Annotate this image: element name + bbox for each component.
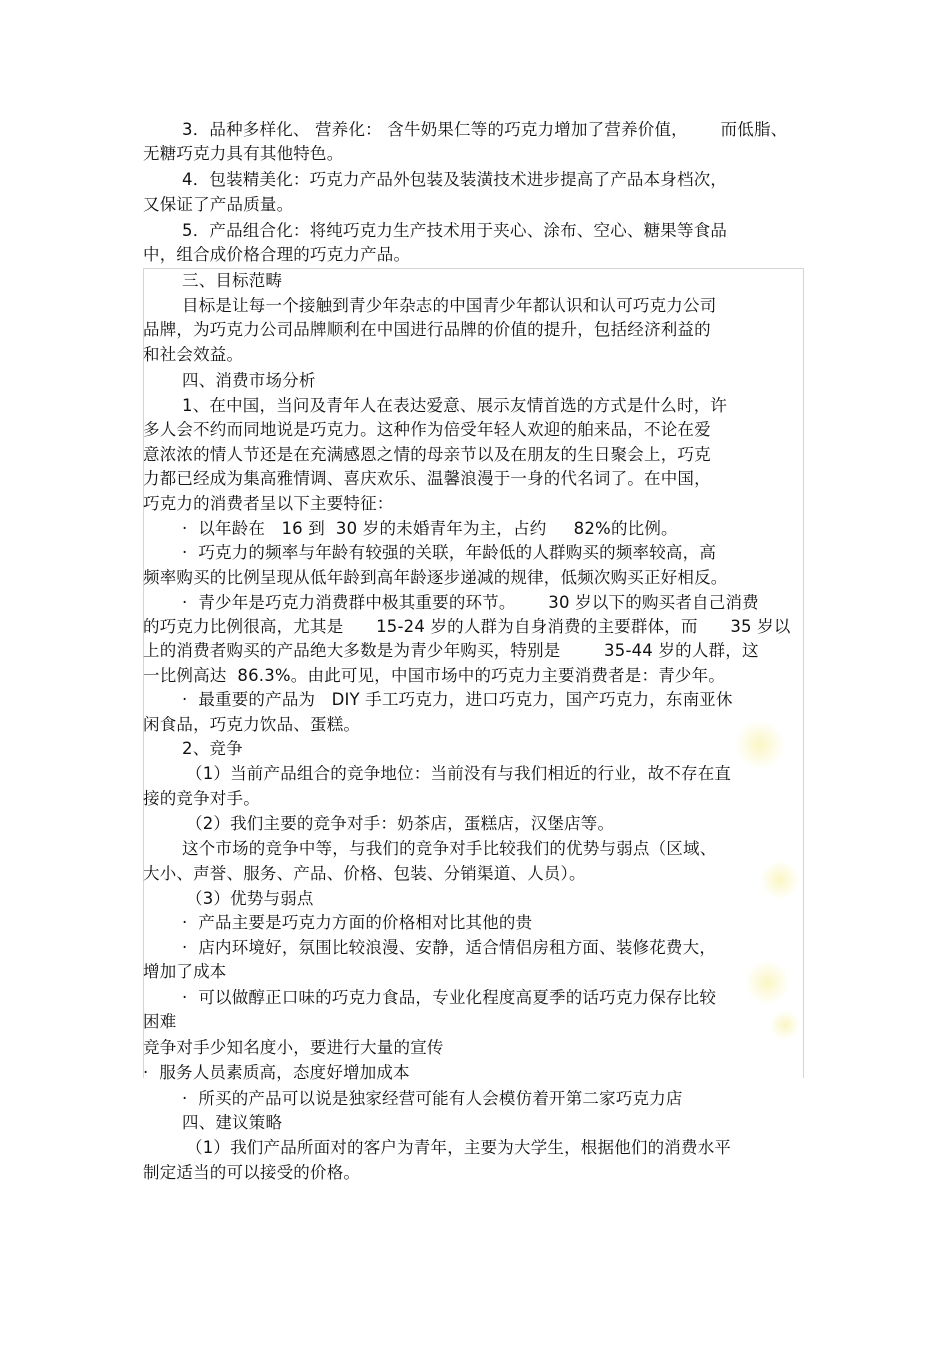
- text-line: 的巧克力比例很高，尤其是 15-24 岁的人群为自身消费的主要群体，而 35 岁以: [143, 617, 791, 636]
- bullet-item: · 巧克力的频率与年龄有较强的关联，年龄低的人群购买的频率较高，高: [182, 543, 717, 562]
- text-line: （1）当前产品组合的竞争地位：当前没有与我们相近的行业，故不存在直: [186, 764, 732, 783]
- text-line: （3）优势与弱点: [186, 889, 314, 908]
- text-line: 又保证了产品质量。: [143, 195, 294, 214]
- section-heading: 四、建议策略: [182, 1113, 283, 1132]
- section-heading: 2、竞争: [182, 739, 243, 758]
- bullet-item: · 最重要的产品为 DIY 手工巧克力，进口巧克力，国产巧克力，东南亚休: [182, 690, 733, 709]
- text-line: 目标是让每一个接触到青少年杂志的中国青少年都认识和认可巧克力公司: [182, 296, 717, 315]
- bullet-item: · 店内环境好，氛围比较浪漫、安静，适合情侣房租方面、装修花费大，: [182, 938, 717, 957]
- text-line: 1、在中国，当问及青年人在表达爱意、展示友情首选的方式是什么时，许: [182, 396, 728, 415]
- text-line: 中，组合成价格合理的巧克力产品。: [143, 245, 411, 264]
- background-sparkle: [770, 1010, 800, 1040]
- background-sparkle: [760, 860, 800, 900]
- bullet-item: · 产品主要是巧克力方面的价格相对比其他的贵: [182, 913, 533, 932]
- text-line: 5．产品组合化：将纯巧克力生产技术用于夹心、涂布、空心、糖果等食品: [182, 221, 728, 240]
- section-heading: 三、目标范畴: [182, 271, 283, 290]
- text-line: 力都已经成为集高雅情调、喜庆欢乐、温馨浪漫于一身的代名词了。在中国，: [143, 469, 711, 488]
- text-line: 4．包装精美化：巧克力产品外包装及装潢技术进步提高了产品本身档次，: [182, 170, 728, 189]
- text-line: 困难: [143, 1012, 177, 1031]
- text-line: 3．品种多样化、 营养化： 含牛奶果仁等的巧克力增加了营养价值， 而低脂、: [182, 120, 788, 139]
- bullet-item: · 可以做醇正口味的巧克力食品，专业化程度高夏季的话巧克力保存比较: [182, 988, 717, 1007]
- text-line: 意浓浓的情人节还是在充满感恩之情的母亲节以及在朋友的生日聚会上，巧克: [143, 445, 711, 464]
- background-sparkle: [745, 960, 790, 1005]
- text-line: 大小、声誉、服务、产品、价格、包装、分销渠道、人员）。: [143, 864, 586, 883]
- text-line: 多人会不约而同地说是巧克力。这种作为倍受年轻人欢迎的舶来品，不论在爱: [143, 420, 711, 439]
- text-line: （2）我们主要的竞争对手：奶茶店，蛋糕店，汉堡店等。: [186, 814, 615, 833]
- text-line: 接的竞争对手。: [143, 789, 260, 808]
- background-sparkle: [735, 720, 785, 770]
- text-line: 上的消费者购买的产品绝大多数是为青少年购买，特别是 35-44 岁的人群，这: [143, 641, 759, 660]
- text-line: 一比例高达 86.3%。由此可见，中国市场中的巧克力主要消费者是：青少年。: [143, 666, 726, 685]
- text-line: 无糖巧克力具有其他特色。: [143, 144, 344, 163]
- text-line: 这个市场的竞争中等，与我们的竞争对手比较我们的优势与弱点（区域、: [182, 839, 717, 858]
- text-line: 频率购买的比例呈现从低年龄到高年龄逐步递减的规律，低频次购买正好相反。: [143, 568, 728, 587]
- bullet-item: · 所买的产品可以说是独家经营可能有人会模仿着开第二家巧克力店: [182, 1089, 683, 1108]
- bullet-item: · 服务人员素质高，态度好增加成本: [143, 1063, 410, 1082]
- text-line: 巧克力的消费者呈以下主要特征：: [143, 494, 394, 513]
- text-line: 制定适当的可以接受的价格。: [143, 1163, 361, 1182]
- bullet-item: · 以年龄在 16 到 30 岁的未婚青年为主，占约 82%的比例。: [182, 519, 678, 538]
- text-line: 竞争对手少知名度小，要进行大量的宣传: [143, 1038, 444, 1057]
- text-line: 闲食品，巧克力饮品、蛋糕。: [143, 715, 361, 734]
- section-heading: 四、消费市场分析: [182, 371, 316, 390]
- text-line: 增加了成本: [143, 962, 227, 981]
- bullet-item: · 青少年是巧克力消费群中极其重要的环节。 30 岁以下的购买者自己消费: [182, 593, 759, 612]
- text-line: 品牌，为巧克力公司品牌顺利在中国进行品牌的价值的提升，包括经济利益的: [143, 320, 711, 339]
- text-line: （1）我们产品所面对的客户为青年，主要为大学生，根据他们的消费水平: [186, 1138, 732, 1157]
- text-line: 和社会效益。: [143, 345, 244, 364]
